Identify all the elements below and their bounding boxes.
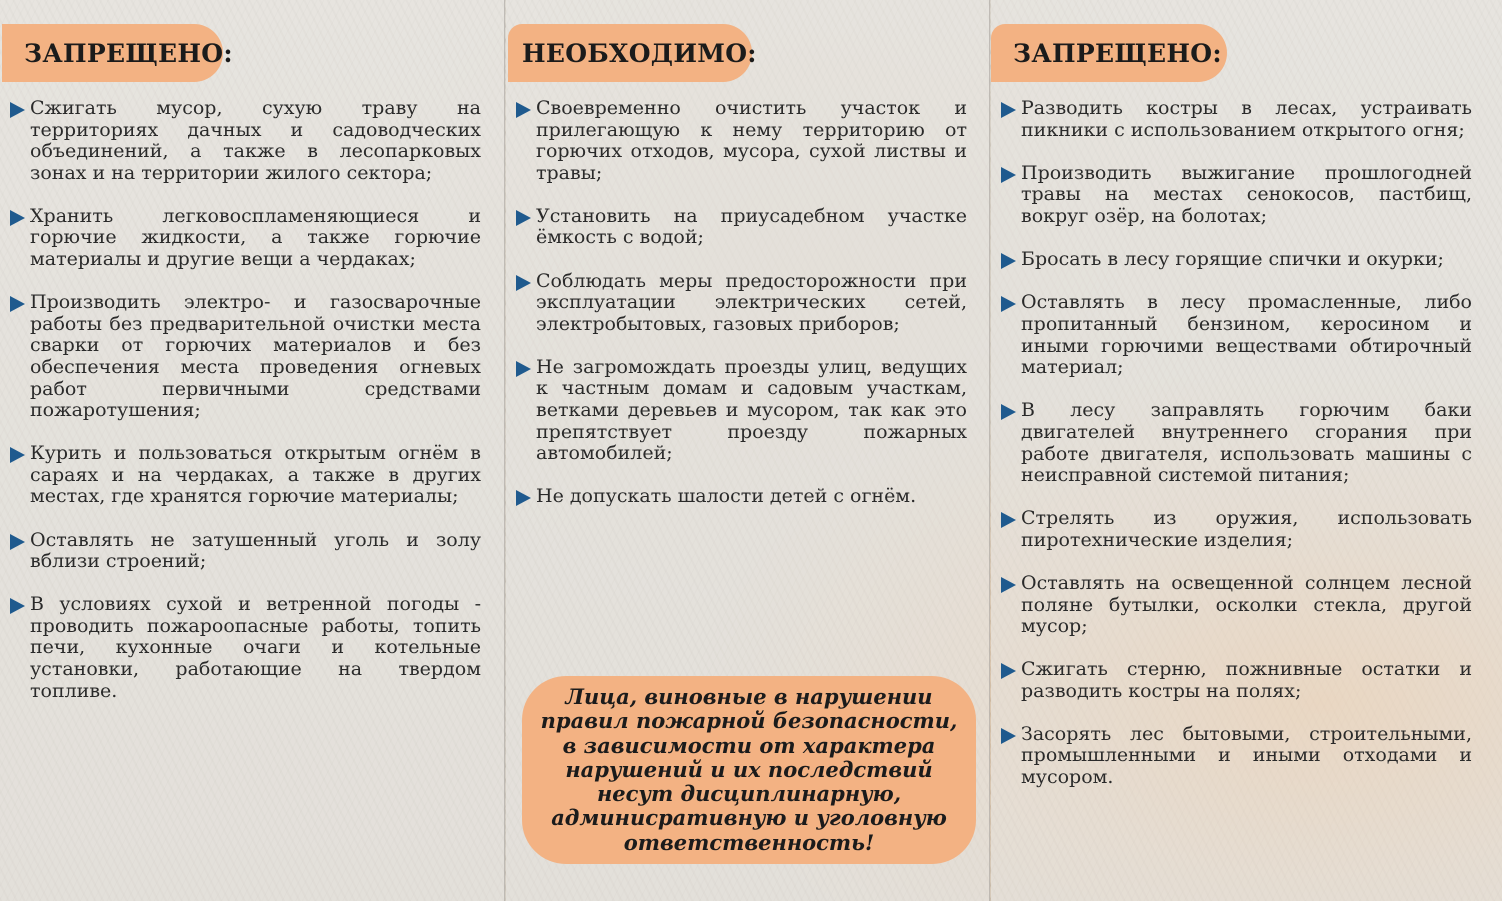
- list-item-text: Оставлять в лесу промасленные, либо пропитанный бензином, керосином и иными горючими веществами обтирочный материал;: [1021, 291, 1472, 379]
- list-item-text: Установить на приусадебном участке ёмкость с водой;: [536, 204, 967, 249]
- list-item: [516, 271, 967, 336]
- rules-list: [10, 98, 481, 724]
- triangle-bullet-icon: [1001, 660, 1021, 681]
- triangle-bullet-icon: [516, 99, 536, 120]
- list-item: [1001, 659, 1472, 702]
- list-item-text: В условиях сухой и ветренной погоды - проводить пожароопасные работы, топить печи, кухонные очаги и котельные установки, работающие на твердом топливе.: [30, 593, 481, 702]
- list-item: [10, 530, 481, 573]
- list-item-text: Курить и пользоваться открытым огнём в сараях и на чердаках, а также в других местах, где хранятся горючие материалы;: [30, 442, 481, 508]
- triangle-bullet-icon: [1001, 401, 1021, 422]
- triangle-bullet-icon: [1001, 509, 1021, 530]
- triangle-bullet-icon: [516, 207, 536, 228]
- column-prohibited-2: [991, 0, 1502, 901]
- list-item: [1001, 724, 1472, 789]
- section-heading: ЗАПРЕЩЕНО:: [991, 24, 1227, 82]
- rules-list: [1001, 98, 1472, 810]
- list-item: [10, 594, 481, 702]
- list-item-text: Засорять лес бытовыми, строительными, промышленными и иными отходами и мусором.: [1021, 722, 1472, 789]
- liability-notice: Лица, виновные в нарушении правил пожарной безопасности, в зависимости от характера нарушений и их последствий несут дисциплинарную, админисративную и уголовную ответственность!: [522, 676, 976, 864]
- list-item: [10, 443, 481, 508]
- triangle-bullet-icon: [10, 99, 30, 120]
- list-item-text: Сжигать мусор, сухую траву на территориях дачных и садоводческих объединений, а также в лесопарковых зонах и на территории жилого сектора;: [30, 97, 481, 184]
- list-item-text: Соблюдать меры предосторожности при эксплуатации электрических сетей, электробытовых, газовых приборов;: [536, 269, 967, 335]
- triangle-bullet-icon: [10, 531, 30, 552]
- list-item: [1001, 98, 1472, 141]
- list-item: [516, 357, 967, 465]
- triangle-bullet-icon: [1001, 725, 1021, 746]
- triangle-bullet-icon: [1001, 574, 1021, 595]
- rules-list: [516, 98, 967, 530]
- list-item-text: Производить выжигание прошлогодней травы на местах сенокосов, пастбищ, вокруг озёр, на болотах;: [1021, 161, 1472, 227]
- list-item: [10, 292, 481, 422]
- section-heading: ЗАПРЕЩЕНО:: [2, 24, 223, 82]
- triangle-bullet-icon: [1001, 250, 1021, 271]
- triangle-bullet-icon: [516, 272, 536, 293]
- section-heading: НЕОБХОДИМО:: [508, 24, 752, 82]
- triangle-bullet-icon: [10, 595, 30, 616]
- triangle-bullet-icon: [516, 487, 536, 508]
- list-item-text: Хранить легковоспламеняющиеся и горючие жидкости, а также горючие материалы и другие вещи а чердаках;: [30, 204, 481, 271]
- list-item-text: Не загромождать проезды улиц, ведущих к частным домам и садовым участкам, ветками деревьев и мусором, так как это препятствует проезду пожарных автомобилей;: [536, 355, 967, 465]
- triangle-bullet-icon: [10, 207, 30, 228]
- triangle-bullet-icon: [1001, 293, 1021, 314]
- triangle-bullet-icon: [10, 293, 30, 314]
- triangle-bullet-icon: [1001, 164, 1021, 185]
- list-item-text: Бросать в лесу горящие спички и окурки;: [1021, 247, 1444, 270]
- list-item: [516, 486, 967, 508]
- column-prohibited-1: [0, 0, 505, 901]
- triangle-bullet-icon: [1001, 99, 1021, 120]
- list-item: [1001, 292, 1472, 378]
- list-item: [516, 98, 967, 184]
- list-item-text: Своевременно очистить участок и прилегающую к нему территорию от горючих отходов, мусора, сухой листвы и травы;: [536, 97, 967, 184]
- list-item: [1001, 249, 1472, 271]
- list-item: [10, 98, 481, 184]
- list-item: [1001, 508, 1472, 551]
- list-item-text: Производить электро- и газосварочные работы без предварительной очистки места сварки от горючих материалов и без обеспечения места проведения огневых работ первичными средствами пожаротушения;: [30, 291, 481, 422]
- list-item: [516, 206, 967, 249]
- list-item: [1001, 163, 1472, 228]
- triangle-bullet-icon: [10, 444, 30, 465]
- list-item-text: В лесу заправлять горючим баки двигателей внутреннего сгорания при работе двигателя, использовать машины с неисправной системой питания;: [1021, 399, 1472, 487]
- list-item-text: Разводить костры в лесах, устраивать пикники с использованием открытого огня;: [1021, 97, 1472, 141]
- triangle-bullet-icon: [516, 358, 536, 379]
- list-item: [1001, 400, 1472, 486]
- list-item-text: Стрелять из оружия, использовать пиротехнические изделия;: [1021, 507, 1472, 551]
- list-item-text: Оставлять на освещенной солнцем лесной поляне бутылки, осколки стекла, другой мусор;: [1021, 571, 1472, 638]
- list-item-text: Сжигать стерню, пожнивные остатки и разводить костры на полях;: [1021, 658, 1472, 702]
- list-item: [10, 206, 481, 271]
- list-item-text: Оставлять не затушенный уголь и золу вблизи строений;: [30, 528, 481, 573]
- list-item-text: Не допускать шалости детей с огнём.: [536, 485, 917, 508]
- list-item: [1001, 573, 1472, 638]
